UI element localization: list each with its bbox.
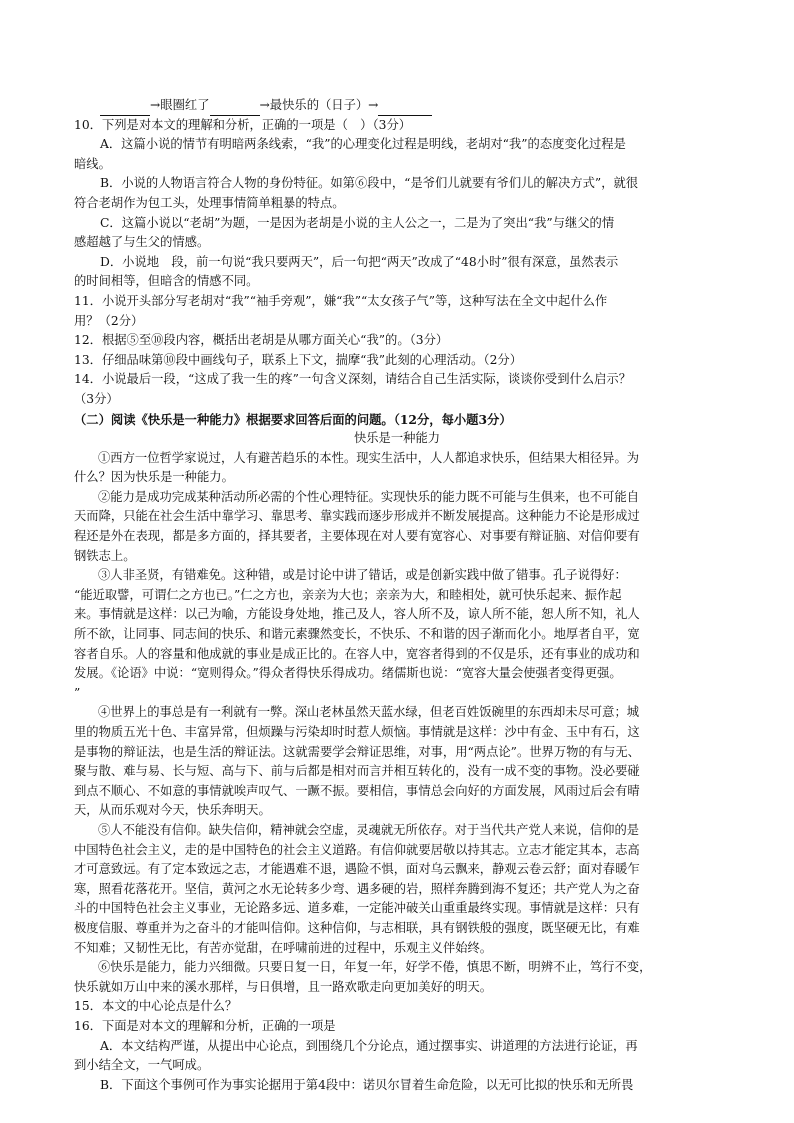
paragraph-4-cont: 到点不顺心、不如意的事情就唉声叹气、一蹶不振。要相信，事情总会向好的方面发展，风雨过后会有晴 xyxy=(74,783,640,798)
paragraph-2-cont: 程还是外在表现，都是多方面的，择其要者，主要体现在对人要有宽容心、对事要有辩证脑、对信仰要有 xyxy=(74,529,640,544)
option-10b-cont: 符合老胡作为包工头，处理事情简单粗暴的特点。 xyxy=(74,195,345,210)
paragraph-6: ⑥快乐是能力，能力兴细微。只要日复一日，年复一年，好学不倦，慎思不断，明辨不止，笃行不变， xyxy=(98,960,652,975)
paragraph-3: ③人非圣贤，有错难免。这种错，或是讨论中讲了错话，或是创新实践中做了错事。孔子说得好： xyxy=(98,568,627,583)
option-16a-cont: 到小结全文，一气呵成。 xyxy=(74,1058,210,1073)
flow-arrow-text-2: →最快乐的（日子）→ xyxy=(259,98,379,112)
paragraph-5-cont: 才可意致远。有了定本致远之志，才能遇难不退，遇险不惧，面对乌云飘来，静观云卷云舒；面对春暖乍 xyxy=(74,862,640,877)
paragraph-3-cont: 容者自乐。人的容量和他成就的事业是成正比的。在容人中，宽容者得到的不仅是乐，还有事业的成功和 xyxy=(74,646,640,661)
paragraph-2-cont: 天而降，只能在社会生活中靠学习、靠思考、靠实践而逐步形成并不断发展提高。这种能力不论是形成过 xyxy=(74,509,640,524)
paragraph-1-cont: 什么？因为快乐是一种能力。 xyxy=(74,470,234,485)
option-10d: D．小说地 段，前一句说“我只要两天”，后一句把“两天”改成了“48小时”很有深意，虽然表示 xyxy=(100,254,619,269)
option-10b: B．小说的人物语言符合人物的身份特征。如第⑥段中，“是爷们儿就要有爷们儿的解决方式”，就很 xyxy=(100,176,639,191)
option-10a-cont: 暗线。 xyxy=(74,156,111,171)
paragraph-5-cont: 不知难；又韧性无比，有苦亦觉甜，在呼啸前进的过程中，乐观主义伴始终。 xyxy=(74,940,493,955)
section-two-heading: （二）阅读《快乐是一种能力》根据要求回答后面的问题。（12分，每小题3分） xyxy=(74,411,512,427)
paragraph-4-cont: 里的物质五光十色、丰富异常，但烦躁与污染却时时惹人烦恼。事情就是这样：沙中有金、玉中有石，这 xyxy=(74,725,640,739)
paragraph-5-cont: 斗的中国特色社会主义事业，无论路多远、道多难，一定能冲破关山重重最终实现。事情就是这样：只有 xyxy=(74,901,640,916)
answer-blank-2[interactable] xyxy=(210,100,260,116)
option-10c: C．这篇小说以“老胡”为题，一是因为老胡是小说的主人公之一，二是为了突出“我”与继父的情 xyxy=(100,215,615,230)
answer-blank-3[interactable] xyxy=(378,100,432,116)
paragraph-4-cont: 天，从而乐观对今天，快乐奔明天。 xyxy=(74,803,271,818)
paragraph-6-cont: 快乐就如万山中来的溪水那样，与日俱增，且一路欢歌走向更加美好的明天。 xyxy=(74,979,493,994)
paragraph-3-cont: 所不欲，让同事、同志间的快乐、和谐元素骤然变长，不快乐、不和谐的因子渐而化小。地厚者自平，宽 xyxy=(74,627,640,642)
paragraph-3-cont: ” xyxy=(74,685,81,700)
question-11-cont: 用？（2分） xyxy=(74,313,144,328)
option-16a: A．本文结构严谨，从提出中心论点，到围绕几个分论点，通过摆事实、讲道理的方法进行论证，再 xyxy=(100,1038,638,1053)
question-15: 15．本文的中心论点是什么？ xyxy=(74,999,238,1014)
paragraph-4-cont: 聚与散、难与易、长与短、高与下、前与后都是相对而言并相互转化的，没有一成不变的事物。没必要碰 xyxy=(74,764,640,779)
option-10c-cont: 感超越了与生父的情感。 xyxy=(74,235,210,250)
document-body xyxy=(74,96,720,1095)
paragraph-2: ②能力是成功完成某种活动所必需的个性心理特征。实现快乐的能力既不可能与生俱来，也不可能自 xyxy=(98,489,640,504)
paragraph-4-cont: 是事物的辩证法，也是生活的辩证法。这就需要学会辩证思维，对事，用“两点论”。世界万物的有与无、 xyxy=(74,744,640,759)
paragraph-2-cont: 钢铁志上。 xyxy=(74,548,136,563)
question-10: 10．下列是对本文的理解和分析，正确的一项是（ ）（3分） xyxy=(74,117,412,132)
option-10a: A．这篇小说的情节有明暗两条线索，“我”的心理变化过程是明线，老胡对“我”的态度变化过程是 xyxy=(100,137,626,152)
question-13: 13．仔细品味第⑩段中画线句子，联系上下文，揣摩“我”此刻的心理活动。（2分） xyxy=(74,352,522,367)
question-14: 14．小说最后一段，“这成了我一生的疼”一句含义深刻，请结合自己生活实际，谈谈你受到什么启示？ xyxy=(74,372,631,387)
paragraph-3-cont: “能近取譬，可谓仁之方也已。”仁之方也，亲亲为大也；亲亲为大，和睦相处，就可快乐起来、振作起 xyxy=(74,587,622,602)
paragraph-3-cont: 来。事情就是这样：以己为喻，方能设身处地，推己及人，容人所不及，谅人所不能，恕人所不知，礼人 xyxy=(74,607,640,622)
paragraph-5-cont: 寒，照看花落花开。坚信，黄河之水无论转多少弯、遇多硬的岩，照样奔腾到海不复还；共产党人为之奋 xyxy=(74,881,640,896)
paragraph-3-cont: 发展。《论语》中说：“宽则得众。”得众者得快乐得成功。绪儒斯也说：“宽容大量会使强者变得更强。 xyxy=(74,666,622,681)
question-14-cont: （3分） xyxy=(74,391,119,406)
question-16: 16．下面是对本文的理解和分析，正确的一项是 xyxy=(74,1018,336,1033)
paragraph-4: ④世界上的事总是有一利就有一弊。深山老林虽然天蓝水绿，但老百姓饭碗里的东西却未尽可意；城 xyxy=(98,705,640,720)
question-12: 12．根据⑤至⑩段内容，概括出老胡是从哪方面关心“我”的。（3分） xyxy=(74,333,449,348)
option-10d-cont: 的时间相等，但暗含的情感不同。 xyxy=(74,274,259,289)
question-11: 11．小说开头部分写老胡对“我”“袖手旁观”，嫌“我”“太女孩子气”等，这种写法在全文中起什么作 xyxy=(74,293,608,308)
paragraph-5-cont: 中国特色社会主义，走的是中国特色的社会主义道路。有信仰就要居敬以持其志。立志才能定其本，志高 xyxy=(74,842,640,857)
paragraph-5: ⑤人不能没有信仰。缺失信仰，精神就会空虚，灵魂就无所依存。对于当代共产党人来说，信仰的是 xyxy=(98,822,640,837)
option-16b: B．下面这个事例可作为事实论据用于第4段中：诺贝尔冒着生命危险，以无可比拟的快乐和无所畏 xyxy=(100,1077,634,1092)
paragraph-5-cont: 极度信服、尊重并为之奋斗的才能叫信仰。这种信仰，与志相联，具有钢铁般的强度，既坚硬无比，有难 xyxy=(74,920,640,935)
answer-blank-1[interactable] xyxy=(100,100,150,116)
flow-arrow-text-1: →眼圈红了 xyxy=(150,98,210,112)
fill-blank-flow-line xyxy=(74,96,720,116)
paragraph-1: ①西方一位哲学家说过，人有避苦趋乐的本性。现实生活中，人人都追求快乐，但结果大相径异。为 xyxy=(98,450,640,465)
article-title: 快乐是一种能力 xyxy=(353,431,441,446)
